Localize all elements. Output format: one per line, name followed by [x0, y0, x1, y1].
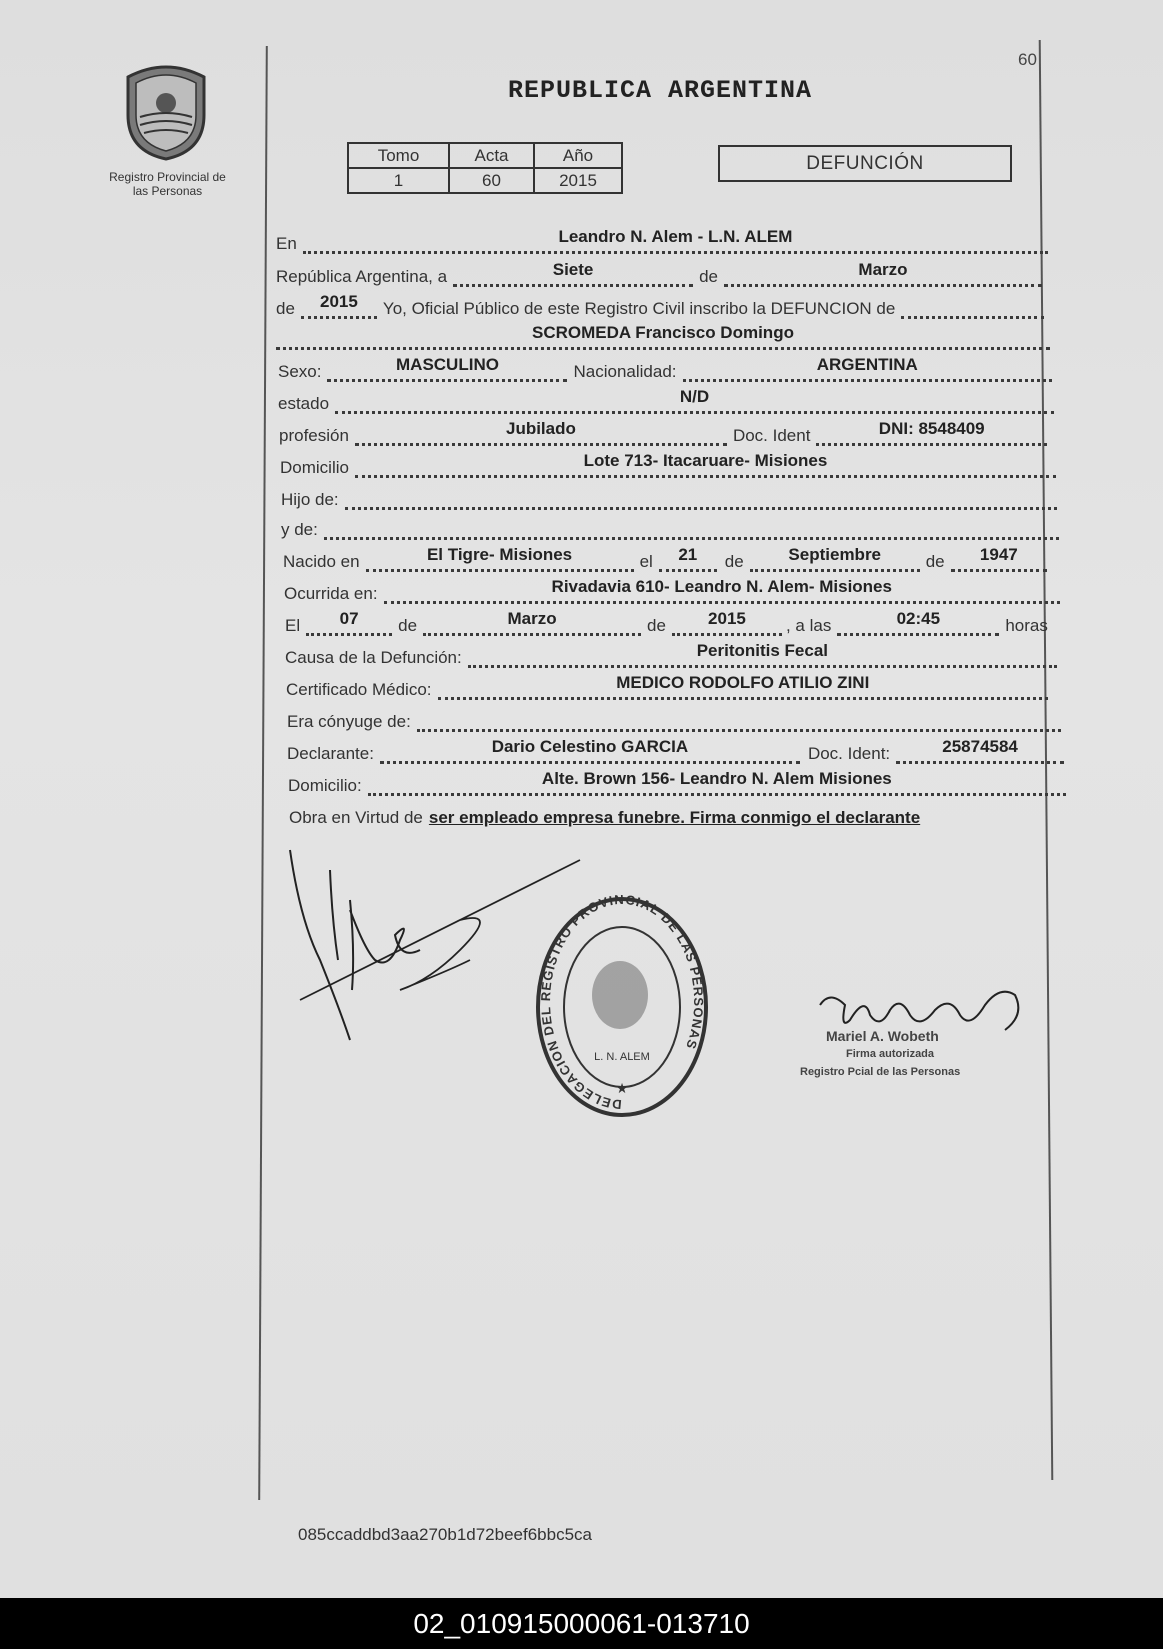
seal-center-text: L. N. ALEM — [594, 1051, 650, 1063]
profesion-label: profesión — [279, 426, 349, 445]
doc-ident-value: DNI: 8548409 — [816, 419, 1047, 446]
declarante-doc-label: Doc. Ident: — [807, 744, 891, 763]
profesion-value: Jubilado — [355, 419, 727, 446]
domicilio-value: Lote 713- Itacaruare- Misiones — [355, 451, 1056, 478]
document-title: REPUBLICA ARGENTINA — [507, 76, 813, 105]
estado-value: N/D — [335, 387, 1054, 414]
deceased-name: SCROMEDA Francisco Domingo — [276, 323, 1050, 350]
declarante-value: Dario Celestino GARCIA — [380, 737, 800, 764]
El-label: El — [285, 616, 301, 635]
acta-header: Acta — [449, 143, 534, 168]
ocurrida-value: Rivadavia 610- Leandro N. Alem- Misiones — [384, 577, 1060, 604]
hijo-label: Hijo de: — [281, 490, 339, 509]
hijo-value — [345, 483, 1057, 510]
certificado-value: MEDICO RODOLFO ATILIO ZINI — [438, 673, 1048, 700]
row-statement — [276, 293, 1044, 319]
misiones-coat-of-arms-logo — [120, 55, 212, 163]
sexo-value: MASCULINO — [327, 355, 567, 382]
official-name: Mariel A. Wobeth — [826, 1028, 939, 1044]
row-deceased-name — [276, 324, 1050, 350]
birth-day: 21 — [659, 545, 717, 572]
death-day: 07 — [306, 609, 392, 636]
row-nacido — [283, 546, 1047, 572]
death-de2-label: de — [647, 616, 666, 635]
sexo-label: Sexo: — [278, 362, 322, 381]
official-seal-stamp — [532, 895, 712, 1125]
document-type-box: DEFUNCIÓN — [718, 145, 1012, 182]
death-month: Marzo — [423, 609, 641, 636]
de-year-label: de — [276, 299, 295, 318]
birth-de2-label: de — [925, 552, 945, 571]
yde-label: y de: — [281, 520, 318, 539]
conyuge-label: Era cónyuge de: — [287, 712, 411, 731]
estado-label: estado — [278, 394, 330, 413]
official-office: Registro Pcial de las Personas — [800, 1066, 961, 1078]
declarante-label: Declarante: — [287, 744, 374, 763]
row-fecha — [276, 261, 1042, 287]
death-time: 02:45 — [837, 609, 999, 636]
birth-year: 1947 — [951, 545, 1047, 572]
ocurrida-label: Ocurrida en: — [284, 584, 378, 603]
declarante-doc-value: 25874584 — [896, 737, 1064, 764]
birth-month: Septiembre — [750, 545, 920, 572]
en-label: En — [276, 234, 297, 253]
registry-label: Registro Provincial de las Personas — [109, 170, 226, 198]
domicilio2-value: Alte. Brown 156- Leandro N. Alem Misiones — [368, 769, 1066, 796]
death-year: 2015 — [672, 609, 782, 636]
row-en — [276, 228, 1048, 254]
a-las-label: , a las — [785, 616, 832, 635]
anio-header: Año — [534, 143, 622, 168]
tomo-value: 1 — [348, 168, 449, 193]
causa-value: Peritonitis Fecal — [468, 641, 1057, 668]
row-hijo — [281, 484, 1057, 510]
certificado-label: Certificado Médico: — [286, 680, 432, 699]
official-role: Firma autorizada — [846, 1048, 935, 1060]
row-causa — [285, 642, 1057, 668]
svg-text:★: ★ — [615, 1080, 629, 1096]
row-estado — [278, 388, 1054, 414]
tomo-header: Tomo — [348, 143, 449, 168]
conyuge-value — [417, 705, 1061, 732]
nacido-label: Nacido en — [283, 552, 360, 571]
row-fecha-defuncion — [285, 610, 1061, 636]
republica-label: República Argentina, a — [276, 267, 448, 286]
row-declarante — [287, 738, 1064, 764]
acta-value: 60 — [449, 168, 534, 193]
obra-value: ser empleado empresa funebre. Firma conmigo el declarante — [428, 808, 921, 827]
death-de-label: de — [398, 616, 418, 635]
nacionalidad-label: Nacionalidad: — [573, 362, 677, 381]
page-number: 60 — [1018, 50, 1037, 69]
row-obra — [289, 802, 1049, 828]
registration-table — [347, 142, 623, 194]
doc-ident-label: Doc. Ident — [732, 426, 811, 445]
obra-label: Obra en Virtud de — [289, 808, 423, 827]
causa-label: Causa de la Defunción: — [285, 648, 462, 667]
month-value: Marzo — [724, 260, 1042, 287]
row-yde — [281, 514, 1059, 540]
left-margin-line — [258, 46, 268, 1500]
statement-text: Yo, Oficial Público de este Registro Civil inscribo la DEFUNCION de — [382, 299, 896, 318]
row-sexo — [278, 356, 1052, 382]
row-ocurrida — [284, 578, 1060, 604]
horas-label: horas — [1005, 616, 1048, 635]
statement-fill — [901, 292, 1044, 319]
nacido-value: El Tigre- Misiones — [366, 545, 634, 572]
barcode-label-strip: 02_010915000061-013710 — [0, 1598, 1163, 1649]
row-domicilio-declarante — [288, 770, 1066, 796]
el-label: el — [639, 552, 653, 571]
nacionalidad-value: ARGENTINA — [683, 355, 1053, 382]
day-value: Siete — [453, 260, 693, 287]
en-value: Leandro N. Alem - L.N. ALEM — [303, 227, 1048, 254]
anio-value: 2015 — [534, 168, 622, 193]
birth-de-label: de — [724, 552, 744, 571]
yde-value — [324, 513, 1059, 540]
document-hash: 085ccaddbd3aa270b1d72beef6bbc5ca — [298, 1525, 592, 1544]
row-conyuge — [287, 706, 1061, 732]
seal-ring-text: DELEGACION DEL REGISTRO PROVINCIAL DE LAS PERSONAS — [537, 895, 707, 1113]
row-domicilio — [280, 452, 1056, 478]
year-value: 2015 — [301, 292, 377, 319]
row-certificado — [286, 674, 1048, 700]
domicilio-label: Domicilio — [280, 458, 349, 477]
domicilio2-label: Domicilio: — [288, 776, 362, 795]
row-profesion — [279, 420, 1047, 446]
de-label: de — [699, 267, 718, 286]
